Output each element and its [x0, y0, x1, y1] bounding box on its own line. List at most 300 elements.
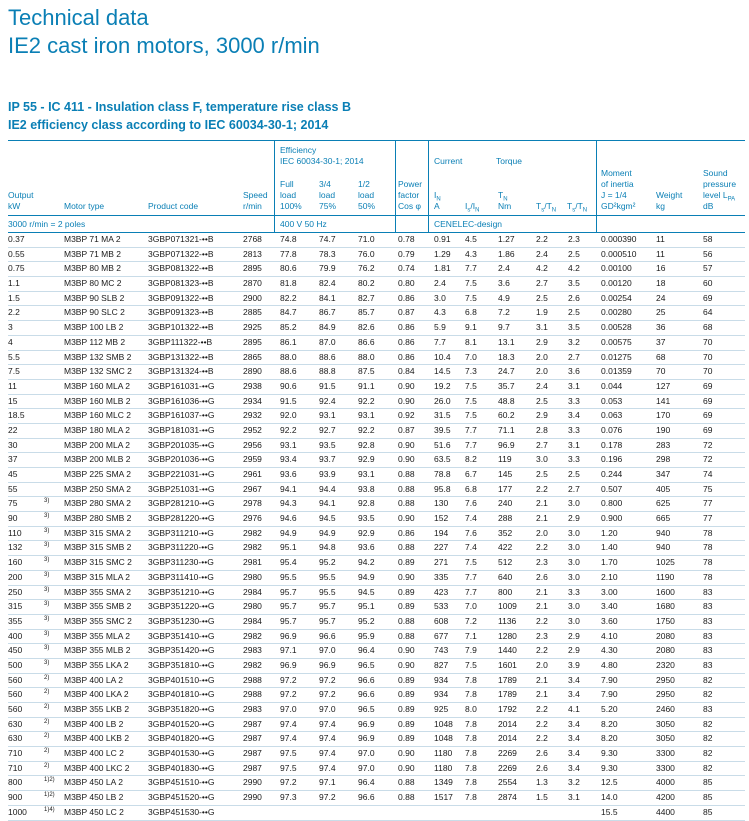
cell-current-in: 1048 — [434, 718, 453, 729]
cell-sound: 82 — [703, 674, 713, 685]
cell-weight: 1680 — [656, 601, 675, 612]
cell-inertia: 0.000390 — [601, 234, 637, 244]
cell-eff-full: 95.4 — [280, 557, 297, 568]
cell-eff-full: 97.2 — [280, 777, 297, 788]
cell-eff-3q: 97.2 — [319, 674, 336, 685]
cell-torque-tn: 2269 — [498, 762, 517, 773]
col-output-unit: kW — [8, 201, 21, 211]
table-row — [8, 732, 745, 747]
cell-motor-type: M3BP 355 MLB 2 — [64, 645, 131, 656]
table-row — [8, 483, 745, 498]
cell-weight: 283 — [656, 439, 671, 450]
cell-current-in: 1180 — [434, 748, 453, 759]
cell-inertia: 0.000510 — [601, 248, 637, 259]
cell-is-in: 6.8 — [465, 307, 477, 318]
cell-torque-tn: 1792 — [498, 704, 517, 714]
cell-product-code: 3GBP131322-••B — [148, 351, 214, 362]
col-is-in-label: I — [465, 201, 468, 211]
table-row — [8, 674, 745, 689]
cell-eff-full: 95.5 — [280, 571, 297, 582]
cell-eff-full: 96.9 — [280, 659, 297, 670]
cell-ts-tn: 1.5 — [536, 792, 548, 803]
cell-note: 2) — [44, 704, 50, 710]
cell-torque-tn: 2.4 — [498, 263, 510, 274]
cell-is-in: 4.3 — [465, 248, 477, 259]
cell-power-factor: 0.89 — [398, 674, 415, 685]
cell-current-in: 194 — [434, 527, 449, 538]
cell-eff-3q: 84.9 — [319, 322, 336, 333]
cell-power-factor: 0.88 — [398, 498, 415, 509]
cell-tmax-tn: 2.5 — [568, 469, 580, 479]
cell-note: 3) — [44, 571, 50, 578]
cell-tmax-tn: 3.5 — [568, 322, 580, 333]
cell-weight: 16 — [656, 263, 666, 274]
cell-eff-3q: 94.8 — [319, 542, 336, 553]
cell-inertia: 9.30 — [601, 762, 618, 773]
cell-ts-tn: 2.7 — [536, 278, 548, 289]
cell-output: 5.5 — [8, 351, 20, 362]
cell-is-in: 7.8 — [465, 748, 477, 759]
cell-power-factor: 0.74 — [398, 263, 415, 274]
cell-product-code: 3GBP351220-••G — [148, 601, 215, 612]
cell-inertia: 7.90 — [601, 674, 618, 685]
cell-current-in: 677 — [434, 630, 449, 641]
cell-output: 37 — [8, 454, 18, 465]
cell-eff-half: 93.8 — [358, 483, 375, 494]
cell-weight: 940 — [656, 527, 671, 538]
table-row — [8, 512, 745, 527]
cell-eff-3q: 93.5 — [319, 439, 336, 450]
cell-motor-type: M3BP 71 MB 2 — [64, 248, 122, 259]
cell-eff-half: 76.0 — [358, 248, 375, 259]
cell-sound: 72 — [703, 439, 713, 450]
cell-speed: 2890 — [243, 366, 262, 377]
cell-inertia: 0.00280 — [601, 307, 632, 318]
cell-speed: 2988 — [243, 689, 262, 700]
cell-weight: 3300 — [656, 762, 675, 773]
cell-motor-type: M3BP 400 LC 2 — [64, 748, 124, 759]
cell-eff-half: 88.0 — [358, 351, 375, 362]
cell-inertia: 3.60 — [601, 615, 618, 626]
cell-inertia: 3.00 — [601, 586, 618, 597]
cell-power-factor: 0.88 — [398, 792, 415, 803]
col-product-code: Product code — [148, 201, 199, 211]
cell-eff-half: 96.9 — [358, 733, 375, 744]
cell-output: 110 — [8, 527, 22, 538]
cell-output: 18.5 — [8, 410, 25, 421]
cell-eff-half: 82.6 — [358, 322, 375, 333]
cell-eff-half: 96.4 — [358, 645, 375, 656]
cell-ts-tn: 2.2 — [536, 733, 548, 744]
cell-speed: 2895 — [243, 263, 262, 274]
cell-speed: 2895 — [243, 336, 262, 347]
cell-weight: 625 — [656, 498, 671, 509]
cell-motor-type: M3BP 80 MB 2 — [64, 263, 122, 274]
cell-output: 560 — [8, 674, 23, 685]
cell-product-code: 3GBP091323-••B — [148, 307, 214, 318]
cell-inertia: 0.178 — [601, 439, 623, 450]
cell-product-code: 3GBP401820-••G — [148, 733, 215, 744]
cell-product-code: 3GBP091322-••B — [148, 292, 214, 303]
cell-inertia: 2.10 — [601, 571, 618, 582]
cell-torque-tn: 1601 — [498, 659, 517, 670]
col-q3-load-2: load — [319, 190, 336, 200]
cell-eff-half: 96.5 — [358, 659, 375, 670]
cell-inertia: 12.5 — [601, 777, 618, 788]
cell-speed: 2959 — [243, 454, 262, 465]
cell-output: 710 — [8, 762, 23, 773]
cell-eff-3q: 82.4 — [319, 278, 336, 289]
cell-tmax-tn: 4.1 — [568, 704, 580, 714]
cell-sound: 82 — [703, 689, 713, 700]
cell-ts-tn: 2.2 — [536, 615, 548, 626]
cell-inertia: 0.044 — [601, 380, 623, 391]
cell-tmax-tn: 3.1 — [568, 792, 580, 803]
col-power-factor-3: Cos φ — [398, 201, 421, 211]
cell-product-code: 3GBP071321-••B — [148, 234, 214, 244]
cell-is-in: 7.8 — [465, 762, 477, 773]
table-row — [8, 586, 745, 601]
cell-is-in: 7.8 — [465, 674, 477, 685]
cell-speed: 2961 — [243, 469, 262, 479]
cell-tmax-tn: 3.0 — [568, 498, 580, 509]
cell-current-in: 51.6 — [434, 439, 451, 450]
cell-output: 0.75 — [8, 263, 25, 274]
cell-speed: 2925 — [243, 322, 262, 333]
cell-eff-3q: 97.4 — [319, 733, 336, 744]
cell-eff-3q: 78.3 — [319, 248, 336, 259]
cell-output: 800 — [8, 777, 23, 788]
cell-motor-type: M3BP 355 SMC 2 — [64, 615, 132, 626]
cell-eff-full: 97.5 — [280, 762, 297, 773]
cell-ts-tn: 2.2 — [536, 234, 548, 244]
cell-output: 450 — [8, 645, 23, 656]
cell-eff-full: 77.8 — [280, 248, 297, 259]
cell-sound: 69 — [703, 424, 713, 435]
cell-inertia: 4.80 — [601, 659, 618, 670]
cell-ts-tn: 2.1 — [536, 601, 548, 612]
cell-tmax-tn: 2.5 — [568, 307, 580, 318]
cell-note: 2) — [44, 718, 50, 725]
cell-current-in: 2.4 — [434, 278, 446, 289]
cell-weight: 127 — [656, 380, 671, 391]
cell-motor-type: M3BP 160 MLA 2 — [64, 380, 130, 391]
cell-sound: 58 — [703, 234, 713, 244]
cell-current-in: 608 — [434, 615, 449, 626]
cell-torque-tn: 9.7 — [498, 322, 510, 333]
cell-eff-full: 85.2 — [280, 322, 297, 333]
cell-product-code: 3GBP451510-••G — [148, 777, 215, 788]
cell-ts-tn: 2.0 — [536, 351, 548, 362]
cell-power-factor: 0.89 — [398, 586, 415, 597]
cell-weight: 3050 — [656, 733, 675, 744]
cell-speed: 2967 — [243, 483, 262, 494]
cell-eff-half: 97.0 — [358, 748, 375, 759]
cell-eff-3q: 97.4 — [319, 762, 336, 773]
cell-eff-3q: 94.9 — [319, 527, 336, 538]
cell-eff-3q: 97.1 — [319, 777, 336, 788]
cell-sound: 69 — [703, 292, 713, 303]
cell-note: 2) — [44, 762, 50, 769]
cell-is-in: 8.1 — [465, 336, 477, 347]
cell-tmax-tn: 3.2 — [568, 777, 580, 788]
cell-output: 560 — [8, 689, 23, 700]
table-row — [8, 644, 745, 659]
col-full-load-3: 100% — [280, 201, 302, 211]
cell-weight: 70 — [656, 366, 666, 377]
cell-torque-tn: 48.8 — [498, 395, 515, 406]
cell-ts-tn: 2.2 — [536, 704, 548, 714]
cell-current-in: 743 — [434, 645, 449, 656]
cell-ts-tn: 2.2 — [536, 542, 548, 553]
cell-power-factor: 0.88 — [398, 630, 415, 641]
cell-output: 315 — [8, 601, 23, 612]
cell-speed: 2870 — [243, 278, 262, 289]
cell-inertia: 0.900 — [601, 513, 623, 524]
cell-weight: 3300 — [656, 748, 675, 759]
cell-eff-3q: 97.0 — [319, 645, 336, 656]
col-moment: Moment — [601, 168, 632, 178]
cell-weight: 298 — [656, 454, 671, 465]
cell-tmax-tn: 2.9 — [568, 630, 580, 641]
cell-product-code: 3GBP081323-••B — [148, 278, 214, 289]
cell-motor-type: M3BP 315 MLA 2 — [64, 571, 130, 582]
col-moment-4: GD²kgm² — [601, 201, 636, 211]
col-torque: Torque — [496, 156, 522, 166]
cell-eff-full: 94.3 — [280, 498, 297, 509]
cell-eff-half: 96.6 — [358, 792, 375, 803]
cell-sound: 85 — [703, 806, 713, 817]
cell-eff-half: 82.7 — [358, 292, 375, 303]
cell-tmax-tn: 3.0 — [568, 542, 580, 553]
cell-speed: 2987 — [243, 748, 262, 759]
cell-note: 2) — [44, 689, 50, 696]
cell-inertia: 0.800 — [601, 498, 623, 509]
cell-note: 1)2) — [44, 792, 55, 799]
cell-product-code: 3GBP401510-••G — [148, 674, 215, 685]
col-q3-load: 3/4 — [319, 179, 331, 189]
cell-output: 630 — [8, 733, 23, 744]
cell-speed: 2990 — [243, 777, 262, 788]
col-in: $I_N$ — [434, 190, 441, 203]
cell-inertia: 0.076 — [601, 424, 623, 435]
cell-product-code: 3GBP201036-••G — [148, 454, 215, 465]
cell-eff-3q: 95.5 — [319, 586, 336, 597]
cell-eff-full: 96.9 — [280, 630, 297, 641]
cell-output: 160 — [8, 557, 23, 568]
cell-is-in: 7.0 — [465, 351, 477, 362]
cell-power-factor: 0.86 — [398, 351, 415, 362]
cell-eff-half: 91.1 — [358, 380, 375, 391]
col-tn-unit: Nm — [498, 201, 512, 211]
cell-is-in: 7.8 — [465, 718, 477, 729]
cell-output: 250 — [8, 586, 23, 597]
cell-output: 7.5 — [8, 366, 20, 377]
table-row — [8, 468, 745, 483]
cell-eff-full: 81.8 — [280, 278, 297, 289]
cell-motor-type: M3BP 90 SLB 2 — [64, 292, 125, 303]
cell-tmax-tn: 4.2 — [568, 263, 580, 274]
cell-eff-3q: 95.2 — [319, 557, 336, 568]
cell-eff-half: 80.2 — [358, 278, 375, 289]
cell-speed: 2981 — [243, 557, 262, 568]
col-power-factor: Power — [398, 179, 423, 189]
col-is-in: $I_s/I_N$ — [465, 201, 480, 214]
col-sound-unit: dB — [703, 201, 714, 211]
cell-power-factor: 0.89 — [398, 557, 415, 568]
table-row — [8, 351, 745, 366]
col-ts-tn: $T_s/T_N$ — [536, 201, 557, 214]
cell-product-code: 3GBP401520-••G — [148, 718, 215, 729]
cell-motor-type: M3BP 90 SLC 2 — [64, 307, 125, 318]
cell-torque-tn: 1280 — [498, 630, 517, 641]
cell-eff-half: 95.1 — [358, 601, 375, 612]
cell-weight: 18 — [656, 278, 666, 289]
cell-eff-half: 93.1 — [358, 410, 375, 421]
cell-motor-type: M3BP 132 SMB 2 — [64, 351, 132, 362]
cell-tmax-tn: 3.1 — [568, 380, 580, 391]
cell-sound: 69 — [703, 410, 713, 421]
cell-tmax-tn: 3.4 — [568, 748, 580, 759]
cell-eff-full: 95.7 — [280, 586, 297, 597]
cell-current-in: 271 — [434, 557, 449, 568]
cell-torque-tn: 288 — [498, 513, 513, 524]
cell-torque-tn: 1440 — [498, 645, 517, 656]
cell-tmax-tn: 3.0 — [568, 571, 580, 582]
cell-tmax-tn: 2.9 — [568, 513, 580, 524]
cell-product-code: 3GBP081322-••B — [148, 263, 214, 274]
cell-eff-half: 93.1 — [358, 469, 375, 479]
cell-current-in: 63.5 — [434, 454, 451, 465]
cell-speed: 2865 — [243, 351, 262, 362]
header-divider — [274, 140, 275, 233]
col-half-load: 1/2 — [358, 179, 370, 189]
cell-sound: 57 — [703, 263, 713, 274]
cell-torque-tn: 640 — [498, 571, 513, 582]
cell-is-in: 8.0 — [465, 704, 477, 714]
cell-output: 15 — [8, 395, 18, 406]
table-row — [8, 762, 745, 777]
cell-product-code: 3GBP161031-••G — [148, 380, 215, 391]
cell-current-in: 1.81 — [434, 263, 451, 274]
cell-ts-tn: 2.4 — [536, 248, 548, 259]
cell-sound: 85 — [703, 777, 713, 788]
cell-eff-full: 97.3 — [280, 792, 297, 803]
cell-note: 3) — [44, 557, 50, 564]
cell-torque-tn: 240 — [498, 498, 513, 509]
table-row — [8, 556, 745, 571]
cell-is-in: 7.5 — [465, 410, 477, 421]
table-row — [8, 776, 745, 791]
cell-inertia: 0.063 — [601, 410, 623, 421]
cell-is-in: 6.7 — [465, 469, 477, 479]
cell-note: 3) — [44, 645, 50, 652]
cell-note: 3) — [44, 542, 50, 549]
data-table — [8, 233, 745, 821]
cell-motor-type: M3BP 180 MLA 2 — [64, 424, 130, 435]
cell-eff-3q: 93.1 — [319, 410, 336, 421]
cell-torque-tn: 800 — [498, 586, 513, 597]
cell-eff-full: 92.0 — [280, 410, 297, 421]
cell-product-code: 3GBP131324-••B — [148, 366, 214, 377]
cell-eff-3q: 97.2 — [319, 689, 336, 700]
cell-motor-type: M3BP 280 SMB 2 — [64, 513, 132, 524]
cell-tmax-tn: 3.5 — [568, 278, 580, 289]
cell-motor-type: M3BP 200 MLA 2 — [64, 439, 130, 450]
cell-torque-tn: 96.9 — [498, 439, 515, 450]
cell-eff-full: 97.1 — [280, 645, 297, 656]
cell-output: 2.2 — [8, 307, 20, 318]
cell-note: 3) — [44, 630, 50, 637]
cell-power-factor: 0.89 — [398, 733, 415, 744]
cell-product-code: 3GBP201035-••G — [148, 439, 215, 450]
cell-eff-3q: 94.4 — [319, 483, 336, 494]
cell-eff-half: 96.9 — [358, 718, 375, 729]
cell-power-factor: 0.90 — [398, 762, 415, 773]
cell-inertia: 0.00528 — [601, 322, 632, 333]
cell-motor-type: M3BP 450 LA 2 — [64, 777, 123, 788]
cell-motor-type: M3BP 450 LB 2 — [64, 792, 124, 803]
cell-is-in: 7.5 — [465, 380, 477, 391]
cell-power-factor: 0.90 — [398, 659, 415, 670]
cell-torque-tn: 2014 — [498, 733, 517, 744]
col-half-load-3: 50% — [358, 201, 376, 211]
cell-is-in: 7.8 — [465, 792, 477, 803]
cell-power-factor: 0.88 — [398, 542, 415, 553]
cell-current-in: 533 — [434, 601, 449, 612]
cell-eff-full: 95.7 — [280, 601, 297, 612]
col-power-factor-2: factor — [398, 190, 420, 200]
cell-speed: 2982 — [243, 542, 262, 553]
col-full-load-2: load — [280, 190, 297, 200]
cell-tmax-tn: 3.3 — [568, 395, 580, 406]
cell-motor-type: M3BP 112 MB 2 — [64, 336, 126, 347]
cell-note: 1)2) — [44, 777, 55, 784]
cell-tmax-tn: 3.0 — [568, 601, 580, 612]
cell-motor-type: M3BP 355 MLA 2 — [64, 630, 130, 641]
cell-speed: 2976 — [243, 513, 262, 524]
cell-power-factor: 0.90 — [398, 571, 415, 582]
cell-torque-tn: 1789 — [498, 674, 517, 685]
cell-power-factor: 0.86 — [398, 322, 415, 333]
col-speed-unit: r/min — [243, 201, 262, 211]
cell-sound: 78 — [703, 571, 713, 582]
cell-is-in: 8.2 — [465, 454, 477, 465]
cell-current-in: 227 — [434, 542, 449, 553]
cell-weight: 4200 — [656, 792, 675, 803]
cell-speed: 2900 — [243, 292, 262, 303]
cell-note: 2) — [44, 748, 50, 755]
cell-current-in: 1.29 — [434, 248, 451, 259]
cell-current-in: 19.2 — [434, 380, 451, 391]
cell-speed: 2988 — [243, 674, 262, 685]
cell-power-factor: 0.90 — [398, 454, 415, 465]
cell-torque-tn: 3.6 — [498, 278, 510, 289]
cell-sound: 83 — [703, 659, 713, 670]
table-row — [8, 600, 745, 615]
cell-weight: 1025 — [656, 557, 675, 568]
cell-inertia: 14.0 — [601, 792, 618, 803]
cell-eff-3q: 97.2 — [319, 792, 336, 803]
cell-product-code: 3GBP311210-••G — [148, 527, 214, 538]
cell-eff-3q: 88.6 — [319, 351, 336, 362]
cell-power-factor: 0.87 — [398, 307, 415, 318]
table-row — [8, 424, 745, 439]
cell-is-in: 7.5 — [465, 557, 477, 568]
cell-product-code: 3GBP281210-••G — [148, 498, 215, 509]
cell-tmax-tn: 3.9 — [568, 659, 580, 670]
cell-note: 3) — [44, 513, 50, 520]
